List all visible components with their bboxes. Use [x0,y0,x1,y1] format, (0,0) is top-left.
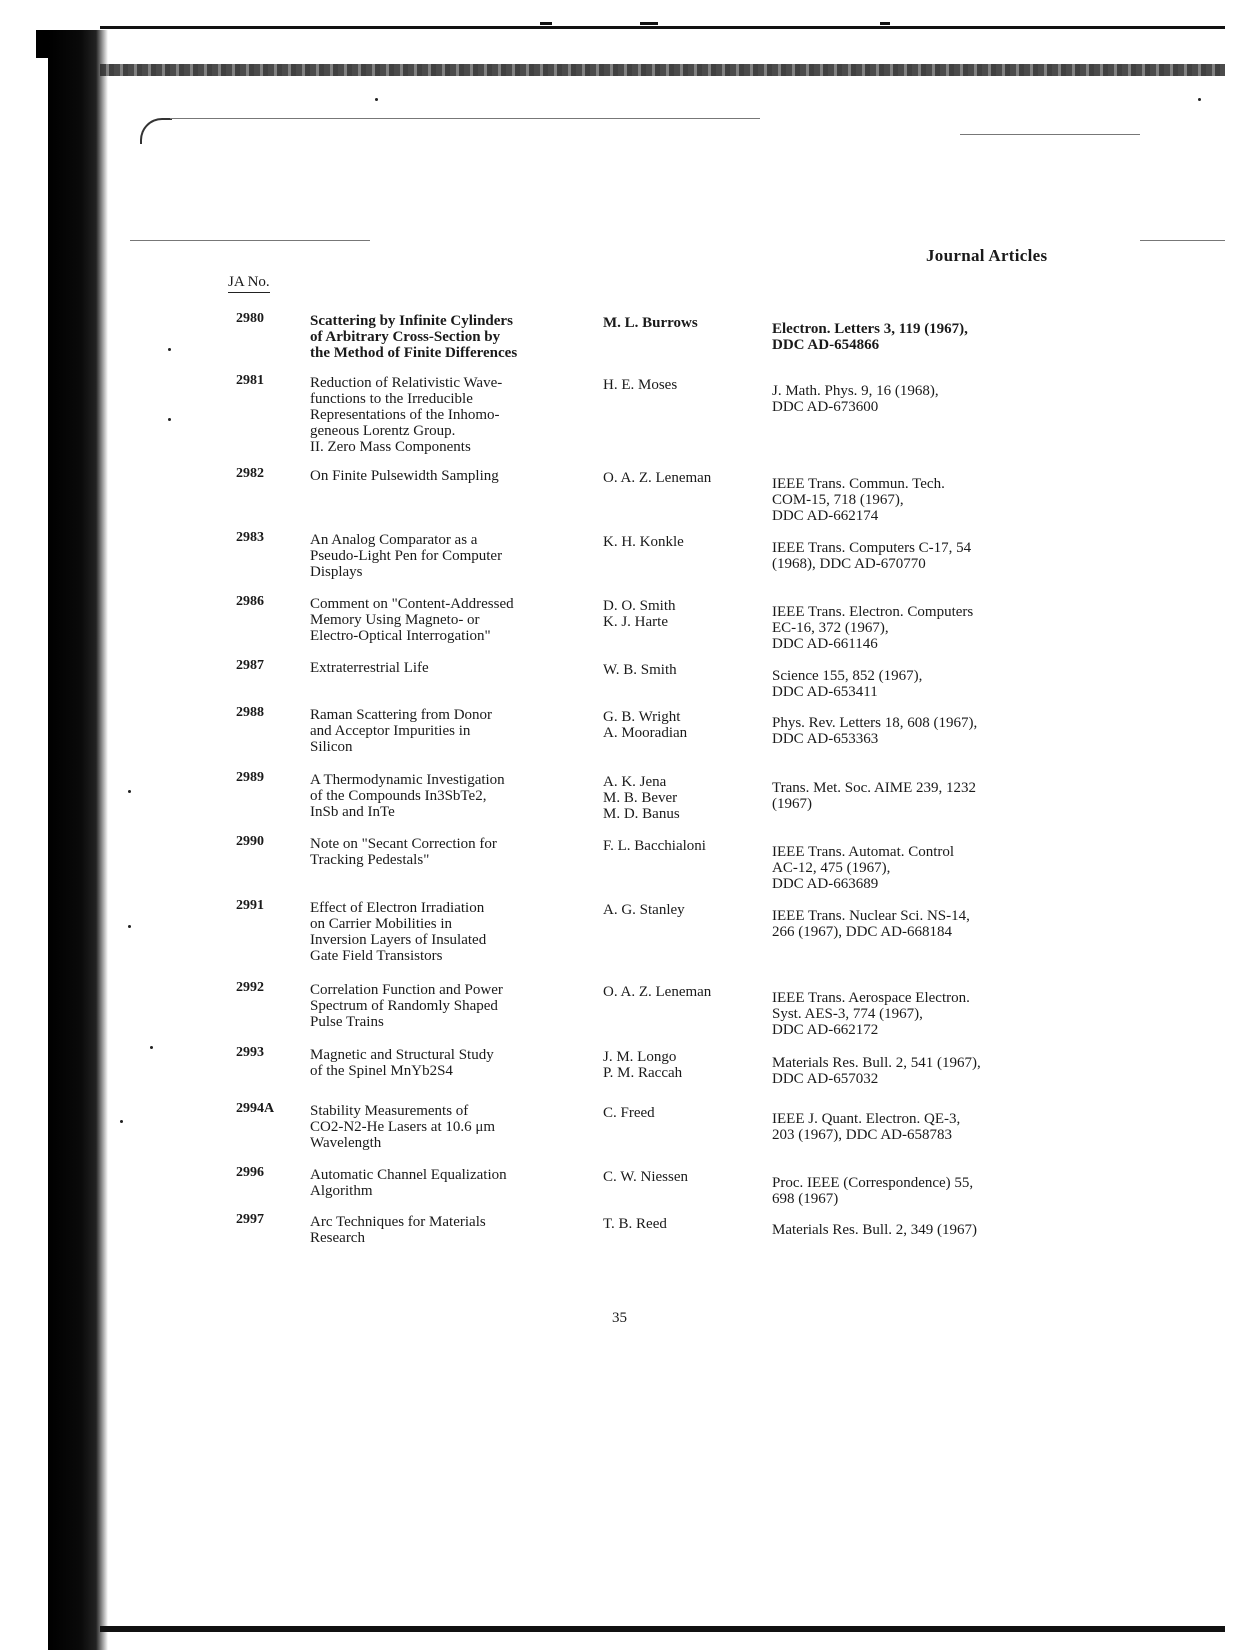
scan-speck [1198,98,1201,101]
entry-number: 2982 [236,466,264,481]
list-item [0,834,1260,894]
entry-title: Comment on "Content-Addressed Memory Using Magneto- or Electro-Optical Interrogation" [310,596,514,644]
entry-number: 2981 [236,373,264,388]
scan-top-mark [640,22,658,25]
list-item [0,770,1260,830]
entry-number: 2997 [236,1212,264,1227]
scan-speck [375,98,378,101]
entry-title: Extraterrestrial Life [310,660,429,676]
entry-title: Note on "Secant Correction for Tracking Pedestals" [310,836,497,868]
entry-number: 2986 [236,594,264,609]
entry-authors: H. E. Moses [603,377,678,393]
list-item [0,898,1260,964]
entry-authors: O. A. Z. Leneman [603,984,712,1000]
entry-reference: IEEE Trans. Automat. Control AC-12, 475 (1967), DDC AD-663689 [772,844,955,892]
entry-authors: A. G. Stanley [603,902,685,918]
entry-number: 2987 [236,658,264,673]
entry-authors: O. A. Z. Leneman [603,470,712,486]
entry-title: Arc Techniques for Materials Research [310,1214,486,1246]
list-item [0,705,1260,765]
entry-reference: Materials Res. Bull. 2, 541 (1967), DDC AD-657032 [772,1055,981,1087]
entry-reference: Science 155, 852 (1967), DDC AD-653411 [772,668,923,700]
entry-reference: Materials Res. Bull. 2, 349 (1967) [772,1222,977,1238]
entry-title: Automatic Channel Equalization Algorithm [310,1167,507,1199]
entry-reference: IEEE Trans. Commun. Tech. COM-15, 718 (1967), DDC AD-662174 [772,476,945,524]
entry-number: 2993 [236,1045,264,1060]
entry-authors: A. K. Jena M. B. Bever M. D. Banus [603,774,680,822]
list-item [0,1101,1260,1161]
entry-title: Correlation Function and Power Spectrum of Randomly Shaped Pulse Trains [310,982,503,1030]
entry-reference: Trans. Met. Soc. AIME 239, 1232 (1967) [772,780,977,812]
scan-top-band [100,64,1225,76]
list-item [0,311,1260,371]
entry-title: An Analog Comparator as a Pseudo-Light Pen for Computer Displays [310,532,503,580]
list-item [0,1212,1260,1272]
entry-authors: G. B. Wright A. Mooradian [603,709,688,741]
entry-number: 2988 [236,705,264,720]
entry-reference: Electron. Letters 3, 119 (1967), DDC AD-654866 [772,321,968,353]
entry-authors: C. W. Niessen [603,1169,689,1185]
entry-title: Reduction of Relativistic Wave- functions to the Irreducible Representations of the Inhomo- geneous Lorentz Group. II. Zero Mass Components [310,375,503,455]
scan-rule [130,240,370,241]
entry-number: 2992 [236,980,264,995]
entry-authors: T. B. Reed [603,1216,667,1232]
entry-authors: W. B. Smith [603,662,677,678]
entry-number: 2990 [236,834,264,849]
entry-authors: M. L. Burrows [603,315,698,331]
entry-title: On Finite Pulsewidth Sampling [310,468,499,484]
column-label-ja-no: JA No. [228,274,270,293]
scan-rule [1140,240,1225,241]
entry-title: A Thermodynamic Investigation of the Compounds In3SbTe2, InSb and InTe [310,772,505,820]
scan-top-mark [880,22,890,25]
entry-number: 2994A [236,1101,275,1116]
entry-authors: C. Freed [603,1105,655,1121]
entry-reference: Proc. IEEE (Correspondence) 55, 698 (1967) [772,1175,974,1207]
entry-reference: IEEE Trans. Aerospace Electron. Syst. AES-3, 774 (1967), DDC AD-662172 [772,990,970,1038]
scan-top-line [100,26,1225,29]
entry-reference: Phys. Rev. Letters 18, 608 (1967), DDC AD-653363 [772,715,978,747]
page-number: 35 [612,1310,627,1326]
entry-title: Stability Measurements of CO2-N2-He Lasers at 10.6 μm Wavelength [310,1103,496,1151]
entry-title: Scattering by Infinite Cylinders of Arbitrary Cross-Section by the Method of Finite Differences [310,313,518,361]
entry-number: 2996 [236,1165,264,1180]
entry-number: 2980 [236,311,264,326]
entry-reference: IEEE Trans. Nuclear Sci. NS-14, 266 (1967), DDC AD-668184 [772,908,970,940]
entry-title: Effect of Electron Irradiation on Carrier Mobilities in Inversion Layers of Insulated Gate Field Transistors [310,900,487,964]
scan-bottom-line [100,1626,1225,1632]
entry-authors: F. L. Bacchialoni [603,838,706,854]
list-item [0,1045,1260,1105]
section-title: Journal Articles [926,246,1048,265]
list-item [0,980,1260,1040]
entry-authors: D. O. Smith K. J. Harte [603,598,676,630]
scan-rule [170,118,760,119]
entry-title: Raman Scattering from Donor and Acceptor Impurities in Silicon [310,707,493,755]
entry-reference: IEEE Trans. Electron. Computers EC-16, 372 (1967), DDC AD-661146 [772,604,974,652]
entry-number: 2983 [236,530,264,545]
entry-number: 2991 [236,898,264,913]
entry-reference: J. Math. Phys. 9, 16 (1968), DDC AD-673600 [772,383,939,415]
entry-authors: J. M. Longo P. M. Raccah [603,1049,683,1081]
scan-rule [960,134,1140,135]
list-item [0,530,1260,590]
entry-number: 2989 [236,770,264,785]
entry-title: Magnetic and Structural Study of the Spinel MnYb2S4 [310,1047,494,1079]
scan-page-corner [140,118,172,144]
entry-authors: K. H. Konkle [603,534,684,550]
list-item [0,466,1260,526]
scan-top-mark [540,22,552,25]
entry-reference: IEEE J. Quant. Electron. QE-3, 203 (1967), DDC AD-658783 [772,1111,961,1143]
list-item [0,594,1260,654]
entry-reference: IEEE Trans. Computers C-17, 54 (1968), DDC AD-670770 [772,540,972,572]
list-item [0,373,1260,455]
